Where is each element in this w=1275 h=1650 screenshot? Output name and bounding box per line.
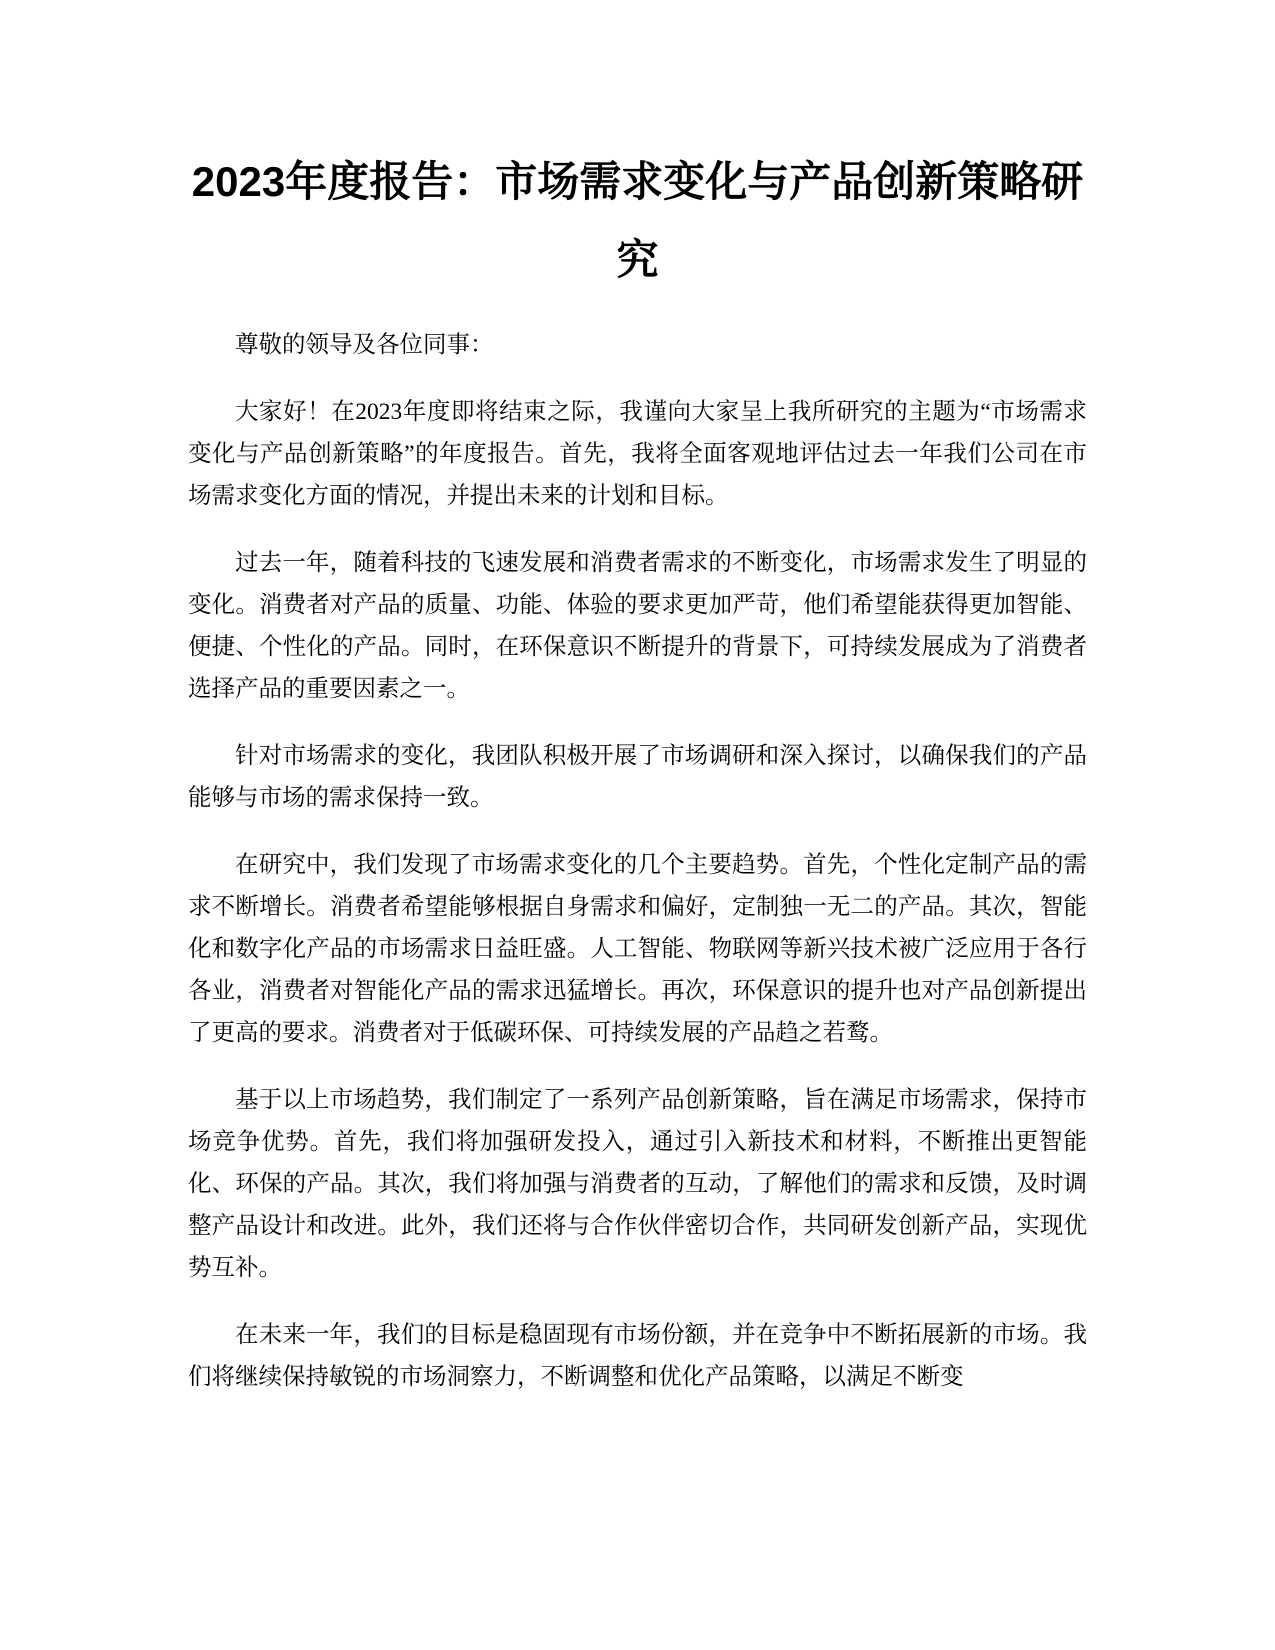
paragraph: 大家好！在2023年度即将结束之际，我谨向大家呈上我所研究的主题为“市场需求变化与产品创新策略”的年度报告。首先，我将全面客观地评估过去一年我们公司在市场需求变化方面的情况，并提出未来的计划和目标。 (188, 399, 1087, 509)
paragraph: 针对市场需求的变化，我团队积极开展了市场调研和深入探讨，以确保我们的产品能够与市场的需求保持一致。 (188, 743, 1087, 811)
salutation: 尊敬的领导及各位同事： (235, 332, 494, 358)
document-body (188, 324, 1087, 1423)
paragraph: 过去一年，随着科技的飞速发展和消费者需求的不断变化，市场需求发生了明显的变化。消费者对产品的质量、功能、体验的要求更加严苛，他们希望能获得更加智能、便捷、个性化的产品。同时，在环保意识不断提升的背景下，可持续发展成为了消费者选择产品的重要因素之一。 (188, 550, 1087, 702)
document-title: 2023年度报告：市场需求变化与产品创新策略研究 (191, 158, 1084, 283)
paragraph: 在研究中，我们发现了市场需求变化的几个主要趋势。首先，个性化定制产品的需求不断增长。消费者希望能够根据自身需求和偏好，定制独一无二的产品。其次，智能化和数字化产品的市场需求日益旺盛。人工智能、物联网等新兴技术被广泛应用于各行各业，消费者对智能化产品的需求迅猛增长。再次，环保意识的提升也对产品创新提出了更高的要求。消费者对于低碳环保、可持续发展的产品趋之若鹜。 (188, 852, 1087, 1046)
paragraph: 在未来一年，我们的目标是稳固现有市场份额，并在竞争中不断拓展新的市场。我们将继续保持敏锐的市场洞察力，不断调整和优化产品策略，以满足不断变 (188, 1322, 1087, 1390)
paragraph: 基于以上市场趋势，我们制定了一系列产品创新策略，旨在满足市场需求，保持市场竞争优势。首先，我们将加强研发投入，通过引入新技术和材料，不断推出更智能化、环保的产品。其次，我们将加强与消费者的互动，了解他们的需求和反馈，及时调整产品设计和改进。此外，我们还将与合作伙伴密切合作，共同研发创新产品，实现优势互补。 (188, 1087, 1087, 1281)
